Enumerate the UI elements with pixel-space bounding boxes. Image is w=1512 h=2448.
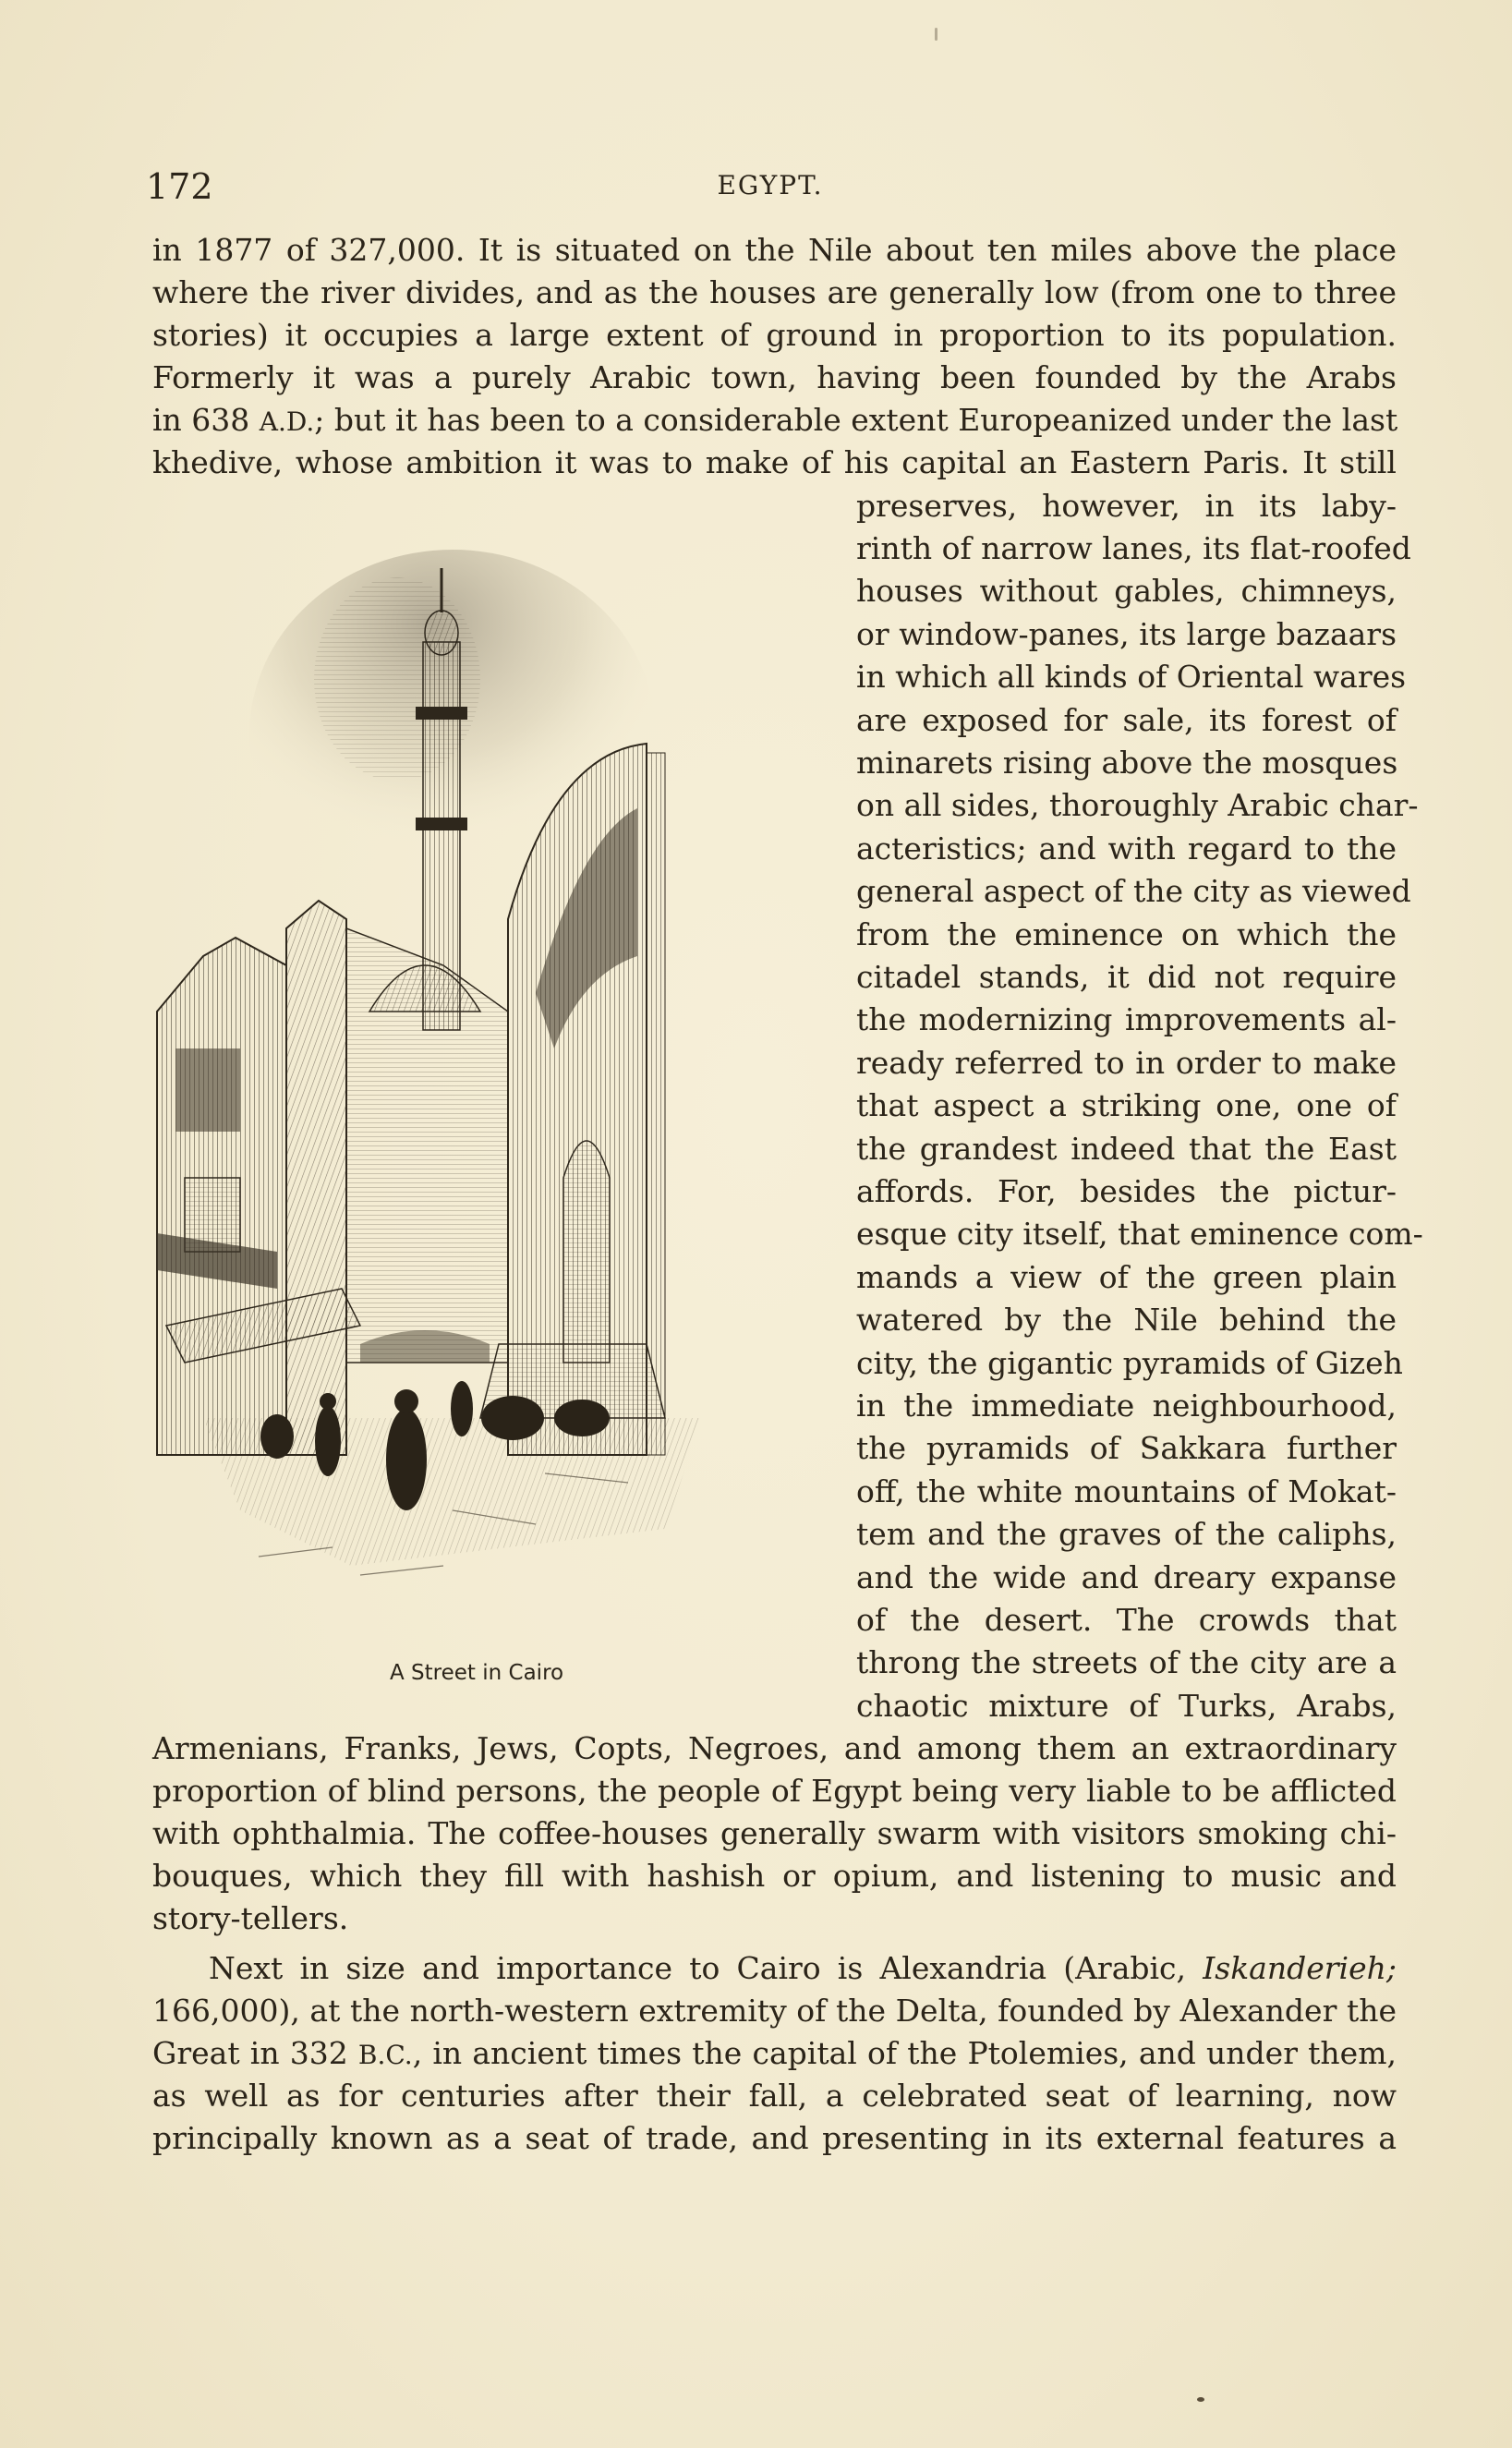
text-line: mands a view of the green plain xyxy=(856,1259,1397,1295)
text-segment: Great in 332 xyxy=(152,2035,358,2071)
speck xyxy=(1197,2397,1204,2402)
text-line: story-tellers. xyxy=(152,1900,349,1936)
text-line: from the eminence on which the xyxy=(856,916,1397,952)
text-line: khedive, whose ambition it was to make of his capital an Eastern Paris. It still xyxy=(152,444,1397,480)
text-line: and the wide and dreary expanse xyxy=(856,1559,1397,1595)
text-line: preserves, however, in its laby- xyxy=(856,488,1397,524)
text-line: throng the streets of the city are a xyxy=(856,1644,1397,1680)
text-line: with ophthalmia. The coffee-houses generally swarm with visitors smoking chi- xyxy=(152,1815,1397,1851)
text-line: chaotic mixture of Turks, Arabs, xyxy=(856,1688,1397,1724)
text-line: in the immediate neighbourhood, xyxy=(856,1388,1397,1424)
text-line: principally known as a seat of trade, and presenting in its external features a xyxy=(152,2120,1397,2156)
text-line: or window-panes, its large bazaars xyxy=(856,616,1397,652)
text-line: are exposed for sale, its forest of xyxy=(856,702,1397,738)
text-line: affords. For, besides the pictur- xyxy=(856,1173,1397,1209)
text-line: off, the white mountains of Mokat- xyxy=(856,1473,1397,1509)
text-line: stories) it occupies a large extent of ground in proportion to its population. xyxy=(152,317,1397,353)
text-line: the grandest indeed that the East xyxy=(856,1131,1397,1167)
text-line: general aspect of the city as viewed xyxy=(856,873,1411,909)
page-number: 172 xyxy=(146,166,213,207)
text-line: bouques, which they fill with hashish or opium, and listening to music and xyxy=(152,1858,1397,1894)
text-line: esque city itself, that eminence com- xyxy=(856,1216,1423,1252)
text-line: Armenians, Franks, Jews, Copts, Negroes, and among them an extraordinary xyxy=(152,1730,1397,1766)
text-segment: in 638 xyxy=(152,402,260,438)
figure-caption: A Street in Cairo xyxy=(390,1661,564,1685)
text-line: houses without gables, chimneys, xyxy=(856,573,1397,609)
text-segment: , in ancient times the capital of the Ptolemies, and under them, xyxy=(412,2035,1397,2071)
small-caps-abbreviation: A.D. xyxy=(259,406,315,437)
figure-street-in-cairo xyxy=(148,531,822,1621)
text-line: the pyramids of Sakkara further xyxy=(856,1430,1397,1466)
text-line: in which all kinds of Oriental wares xyxy=(856,659,1407,695)
text-line xyxy=(152,399,1397,442)
text-segment: Next in size and importance to Cairo is Alexandria (Arabic, xyxy=(209,1950,1204,1986)
text-line: as well as for centuries after their fall, a celebrated seat of learning, now xyxy=(152,2078,1397,2114)
text-line: acteristics; and with regard to the xyxy=(856,830,1397,866)
text-line: in 1877 of 327,000. It is situated on the Nile about ten miles above the place xyxy=(152,232,1397,268)
text-line: that aspect a striking one, one of xyxy=(856,1087,1397,1123)
text-line: the modernizing improvements al- xyxy=(856,1001,1397,1037)
page-header xyxy=(146,166,1395,212)
text-line: of the desert. The crowds that xyxy=(856,1602,1397,1638)
text-line: Formerly it was a purely Arabic town, having been founded by the Arabs xyxy=(152,359,1397,395)
text-line: tem and the graves of the caliphs, xyxy=(856,1516,1397,1552)
italic-term: Iskanderieh; xyxy=(1203,1950,1397,1986)
text-line: proportion of blind persons, the people of Egypt being very liable to be afflicted xyxy=(152,1773,1397,1809)
text-line: rinth of narrow lanes, its flat-roofed xyxy=(856,530,1411,566)
text-line: watered by the Nile behind the xyxy=(856,1302,1397,1338)
text-line xyxy=(209,1947,1397,1990)
text-line: ready referred to in order to make xyxy=(856,1045,1397,1081)
text-segment: ; but it has been to a considerable extent Europeanized under the last xyxy=(314,402,1398,438)
text-line: 166,000), at the north-western extremity of the Delta, founded by Alexander the xyxy=(152,1993,1397,2029)
text-line: city, the gigantic pyramids of Gizeh xyxy=(856,1345,1403,1381)
speck xyxy=(935,28,937,41)
running-head: EGYPT. xyxy=(717,170,824,200)
text-line xyxy=(152,2032,1397,2075)
text-line: citadel stands, it did not require xyxy=(856,959,1397,995)
text-line: on all sides, thoroughly Arabic char- xyxy=(856,787,1419,823)
small-caps-abbreviation: B.C. xyxy=(357,2040,413,2070)
text-line: minarets rising above the mosques xyxy=(856,745,1398,781)
illustration-engraving xyxy=(148,531,822,1621)
text-line: where the river divides, and as the houses are generally low (from one to three xyxy=(152,274,1397,310)
